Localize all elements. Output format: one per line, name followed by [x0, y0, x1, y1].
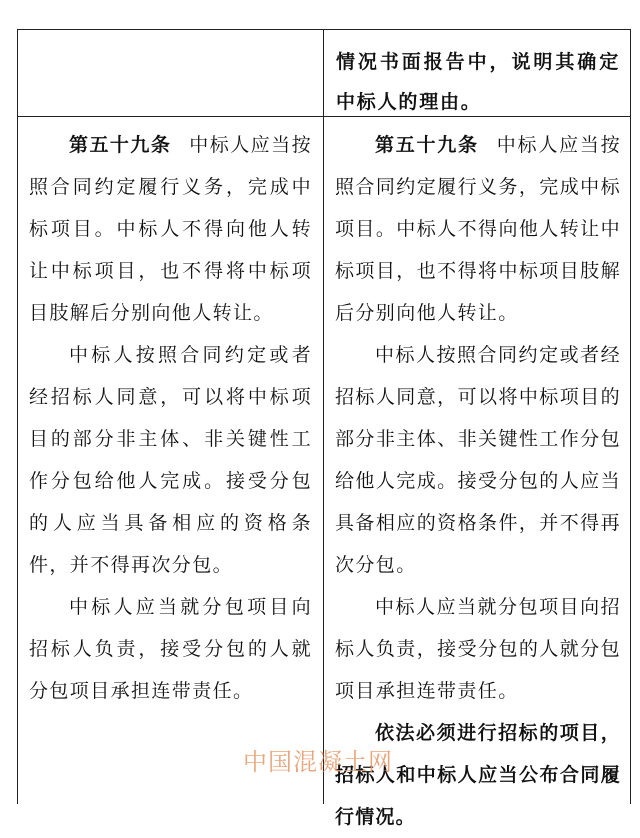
right-article-number: 第五十九条 [375, 134, 479, 156]
right-paragraph-2: 中标人按照合同约定或者经招标人同意，可以将中标项目的部分非主体、非关键性工作分包给他人完成。接受分包的人应当具备相应的资格条件，并不得再次分包。 [335, 344, 621, 576]
left-paragraph-1 [29, 124, 312, 334]
right-article-cell [324, 117, 630, 838]
right-paragraph-3: 中标人应当就分包项目向招标人负责，接受分包的人就分包项目承担连带责任。 [335, 596, 621, 702]
right-paragraph-1-text: 中标人应当按照合同约定履行义务，完成中标项目。中标人不得向他人转让中标项目，也不得将中标项目肢解后分别向他人转让。 [335, 134, 621, 324]
top-right-text: 情况书面报告中，说明其确定中标人的理由。 [336, 51, 620, 113]
left-paragraph-3: 中标人应当就分包项目向招标人负责，接受分包的人就分包项目承担连带责任。 [29, 596, 312, 702]
comparison-table [17, 29, 631, 828]
right-paragraph-1 [335, 124, 621, 334]
watermark-text: 中国混凝土网 [243, 748, 393, 776]
right-added-paragraph: 依法必须进行招标的项目，招标人和中标人应当公布合同履行情况。 [335, 722, 621, 828]
left-article-cell [18, 117, 323, 712]
left-paragraph-2: 中标人按照合同约定或者经招标人同意，可以将中标项目的部分非主体、非关键性工作分包给他人完成。接受分包的人应当具备相应的资格条件，并不得再次分包。 [29, 344, 312, 576]
left-article-number: 第五十九条 [69, 134, 172, 156]
top-left-empty-cell [18, 30, 323, 116]
left-paragraph-1-text: 中标人应当按照合同约定履行义务，完成中标项目。中标人不得向他人转让中标项目，也不得将中标项目肢解后分别向他人转让。 [29, 134, 312, 324]
top-right-cell [324, 30, 630, 116]
